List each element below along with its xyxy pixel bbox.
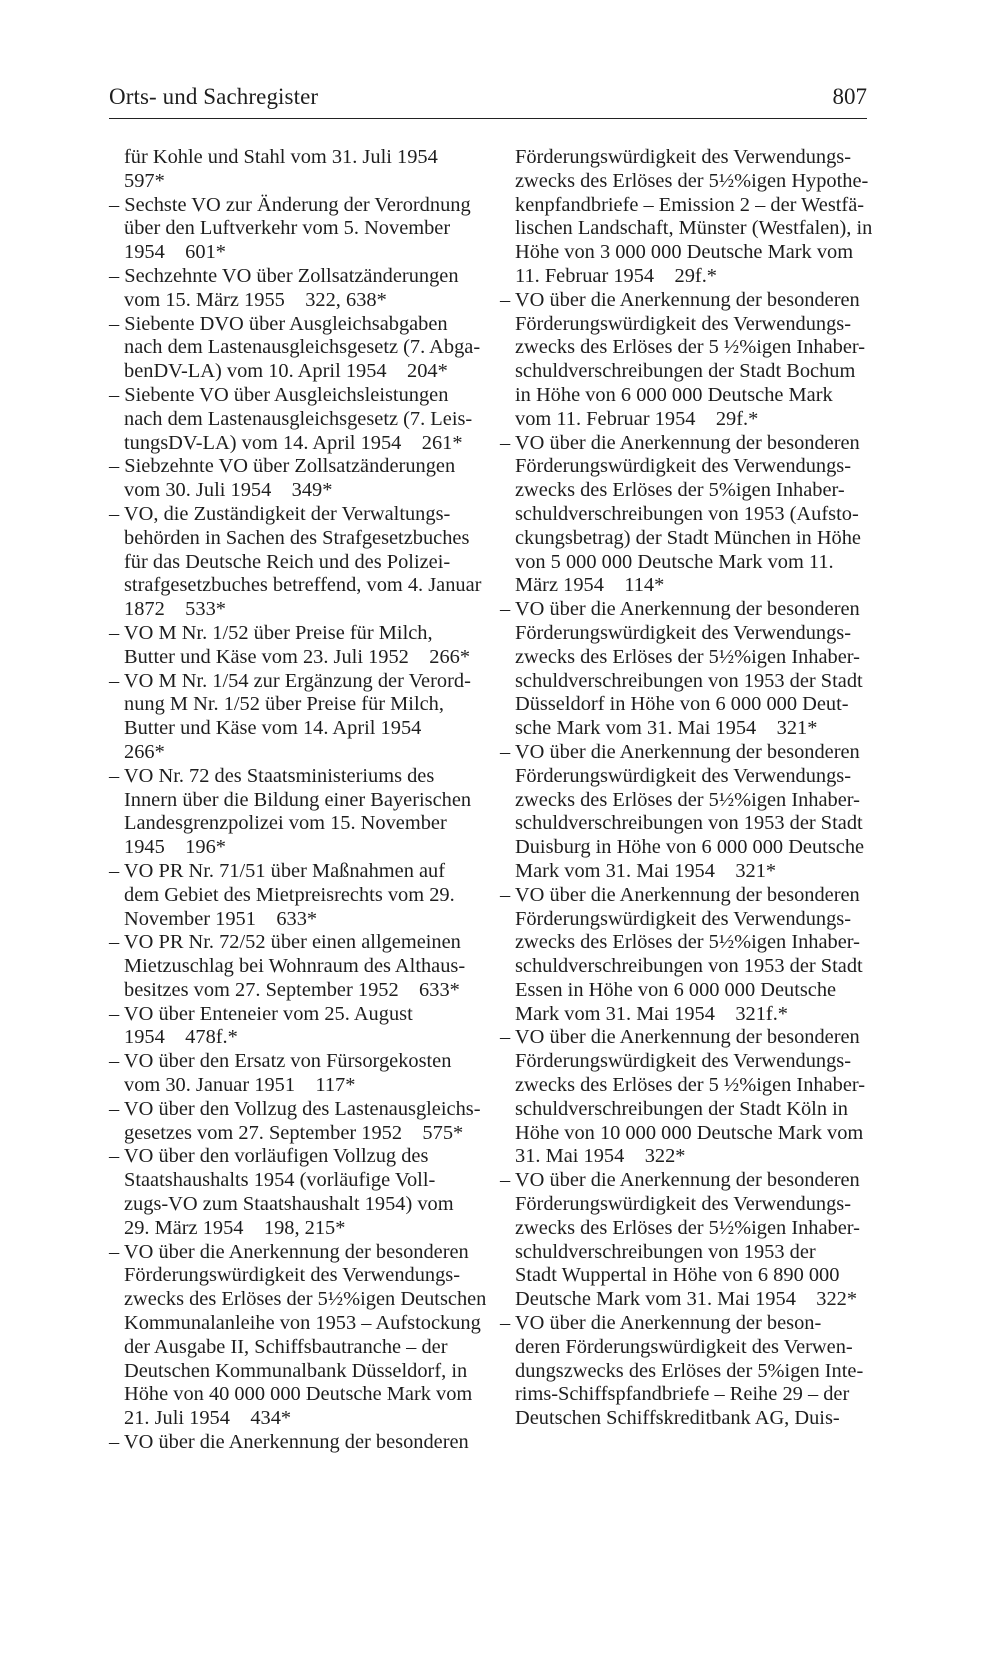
left-column (109, 146, 489, 1455)
index-entry: – VO über die Anerkennung der besonderen (109, 1431, 469, 1454)
index-entry: – VO M Nr. 1/52 über Preise für Milch, Butter und Käse vom 23. Juli 1952 266* (109, 621, 471, 668)
index-entry: – VO M Nr. 1/54 zur Ergänzung der Verord- nung M Nr. 1/52 über Preise für Milch, Butter und Käse vom 14. April 1954 266* (109, 669, 471, 763)
index-entry: – VO über Enteneier vom 25. August 1954 478f.* (109, 1002, 413, 1049)
index-entry: – Siebzehnte VO über Zollsatzänderungen vom 30. Juli 1954 349* (109, 455, 456, 502)
header-title: Orts- und Sachregister (109, 84, 319, 109)
index-entry: – VO PR Nr. 71/51 über Maßnahmen auf dem Gebiet des Mietpreisrechts vom 29. November 1951 633* (109, 859, 455, 930)
index-list-right (500, 146, 880, 1431)
index-entry: für Kohle und Stahl vom 31. Juli 1954 597* (124, 146, 438, 192)
running-header (109, 82, 867, 119)
index-list-left (109, 146, 489, 1455)
index-entry: – VO über den Ersatz von Fürsorgekosten vom 30. Januar 1951 117* (109, 1050, 452, 1097)
index-entry: – VO über die Anerkennung der besonderen Förderungswürdigkeit des Verwendungs- zwecks des Erlöses der 5 ½%igen Inhaber- schuldverschreibungen der Stadt Bochum in Höhe von 6 000 000 Deutsche Mark vom 11. Februar 1954 29f.* (500, 288, 866, 430)
index-entry: – VO über die Anerkennung der besonderen Förderungswürdigkeit des Verwendungs- zwecks des Erlöses der 5½%igen Inhaber- schuldverschreibungen von 1953 der Stadt Düsseldorf in Höhe von 6 000 000 Deut- sche Mark vom 31. Mai 1954 321* (500, 598, 863, 740)
index-entry: – VO über den vorläufigen Vollzug des Staatshaushalts 1954 (vorläufige Voll- zugs-VO zum Staatshaushalt 1954) vom 29. März 1954 198, 215* (109, 1145, 454, 1239)
index-entry: – Siebente VO über Ausgleichsleistungen nach dem Lastenausgleichsgesetz (7. Leis- tungsDV-LA) vom 14. April 1954 261* (109, 383, 473, 454)
index-entry: – VO, die Zuständigkeit der Verwaltungs- behörden in Sachen des Strafgesetzbuches für das Deutsche Reich und des Polizei- strafgesetzbuches betreffend, vom 4. Januar 1872 533* (109, 502, 482, 621)
index-entry: – VO über die Anerkennung der besonderen Förderungswürdigkeit des Verwendungs- zwecks des Erlöses der 5%igen Inhaber- schuldverschreibungen von 1953 (Aufsto- ckungsbetrag) der Stadt München in Höhe von 5 000 000 Deutsche Mark vom 11. März 1954 114* (500, 431, 861, 597)
right-column (500, 146, 880, 1431)
index-entry: – VO über die Anerkennung der beson- deren Förderungswürdigkeit des Verwen- dungszwecks des Erlöses der 5%igen Inte- rims-Schiffspfandbriefe – Reihe 29 – der Deutschen Schiffskreditbank AG, Duis- (500, 1312, 864, 1430)
index-entry: – VO Nr. 72 des Staatsministeriums des Innern über die Bildung einer Bayerischen Landesgrenzpolizei vom 15. November 1945 196* (109, 764, 472, 859)
index-entry: – VO über die Anerkennung der besonderen Förderungswürdigkeit des Verwendungs- zwecks des Erlöses der 5½%igen Inhaber- schuldverschreibungen von 1953 der Stadt Duisburg in Höhe von 6 000 000 Deutsche Mark vom 31. Mai 1954 321* (500, 740, 865, 882)
index-entry: – VO PR Nr. 72/52 über einen allgemeinen Mietzuschlag bei Wohnraum des Althaus- besitzes vom 27. September 1952 633* (109, 931, 466, 1001)
index-entry: Förderungswürdigkeit des Verwendungs- zwecks des Erlöses der 5½%igen Hypothe- kenpfandbriefe – Emission 2 – der Westfä- lischen Landschaft, Münster (Westfalen), in Höhe von 3 000 000 Deutsche Mark vom 11. Februar 1954 29f.* (515, 146, 873, 287)
index-entry: – VO über die Anerkennung der besonderen Förderungswürdigkeit des Verwendungs- zwecks des Erlöses der 5½%igen Inhaber- schuldverschreibungen von 1953 der Stadt Essen in Höhe von 6 000 000 Deutsche Mark vom 31. Mai 1954 321f.* (500, 883, 863, 1025)
page-number: 807 (832, 84, 867, 109)
index-entry: – VO über die Anerkennung der besonderen Förderungswürdigkeit des Verwendungs- zwecks des Erlöses der 5½%igen Deutschen Kommunalanleihe von 1953 – Aufstockung der Ausgabe II, Schiffsbautranche – der Deutschen Kommunalbank Düsseldorf, in Höhe von 40 000 000 Deutsche Mark vom 21. Juli 1954 434* (109, 1240, 487, 1430)
index-entry: – Siebente DVO über Ausgleichsabgaben nach dem Lastenausgleichsgesetz (7. Abga- benDV-LA) vom 10. April 1954 204* (109, 312, 481, 383)
index-entry: – Sechzehnte VO über Zollsatzänderungen vom 15. März 1955 322, 638* (109, 264, 459, 311)
index-entry: – VO über die Anerkennung der besonderen Förderungswürdigkeit des Verwendungs- zwecks des Erlöses der 5 ½%igen Inhaber- schuldverschreibungen der Stadt Köln in Höhe von 10 000 000 Deutsche Mark vom 31. Mai 1954 322* (500, 1026, 866, 1168)
index-entry: – VO über die Anerkennung der besonderen Förderungswürdigkeit des Verwendungs- zwecks des Erlöses der 5½%igen Inhaber- schuldverschreibungen von 1953 der Stadt Wuppertal in Höhe von 6 890 000 Deutsche Mark vom 31. Mai 1954 322* (500, 1169, 860, 1311)
index-entry: – Sechste VO zur Änderung der Verordnung über den Luftverkehr vom 5. November 1954 601* (109, 193, 471, 264)
index-entry: – VO über den Vollzug des Lastenausgleichs- gesetzes vom 27. September 1952 575* (109, 1097, 481, 1144)
